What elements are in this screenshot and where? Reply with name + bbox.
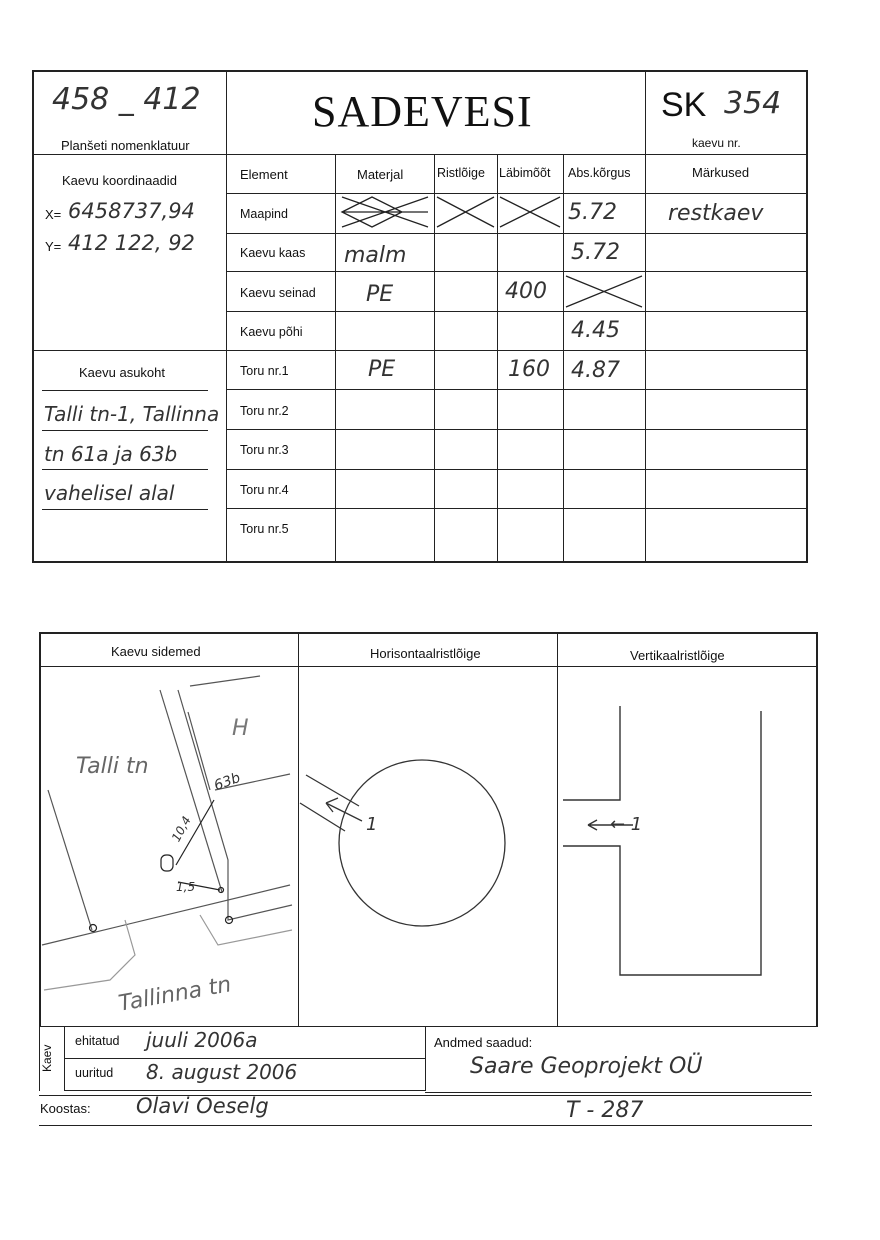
row-element-3: Kaevu seinad: [240, 286, 316, 300]
sk-number: 354: [724, 86, 782, 121]
surveyed-value: 8. august 2006: [146, 1060, 298, 1084]
header-element: Element: [240, 167, 288, 182]
kaevu-nr-label: kaevu nr.: [692, 136, 741, 150]
built-value: juuli 2006a: [146, 1028, 258, 1052]
materjal-seinad: PE: [366, 282, 394, 307]
house-marker: H: [232, 716, 249, 741]
author-value: Olavi Oeselg: [136, 1094, 269, 1118]
row-element-2: Kaevu kaas: [240, 246, 306, 260]
header-ristloige: Ristlõige: [437, 166, 485, 180]
location-line-1: Talli tn-1, Tallinna: [44, 402, 220, 426]
coordinates-label: Kaevu koordinaadid: [62, 173, 177, 188]
source-label: Andmed saadud:: [434, 1035, 533, 1050]
sk-prefix: SK: [661, 86, 707, 124]
row-element-6: Toru nr.2: [240, 404, 289, 418]
y-label: Y=: [45, 239, 62, 254]
col-title-horisontaal: Horisontaalristlõige: [370, 646, 481, 661]
form-title: SADEVESI: [312, 87, 533, 136]
distance-2: 1,5: [176, 880, 196, 894]
row-element-9: Toru nr.5: [240, 522, 289, 536]
header-materjal: Materjal: [357, 167, 404, 182]
kaev-side-label: Kaev: [40, 1044, 54, 1072]
materjal-kaas: malm: [344, 243, 407, 268]
labimoot-seinad: 400: [505, 279, 547, 304]
col-title-sidemed: Kaevu sidemed: [111, 644, 201, 659]
site-sketch: [42, 676, 292, 990]
house-number: 63b: [212, 769, 243, 795]
location-line-3: vahelisel alal: [44, 481, 175, 505]
author-label: Koostas:: [40, 1101, 91, 1116]
abs-maapind: 5.72: [568, 200, 617, 225]
street-tallinna: Tallinna tn: [116, 972, 234, 1017]
header-labimoot: Läbimõõt: [499, 166, 551, 180]
row-element-1: Maapind: [240, 207, 288, 221]
horizontal-section: [300, 760, 505, 926]
x-value: 6458737,94: [68, 199, 195, 223]
location-line-2: tn 61a ja 63b: [44, 442, 178, 466]
y-value: 412 122, 92: [68, 231, 195, 255]
header-markused: Märkused: [692, 165, 750, 180]
street-talli: Talli tn: [76, 754, 149, 779]
row-element-8: Toru nr.4: [240, 483, 289, 497]
planset-label: Planšeti nomenklatuur: [61, 138, 190, 153]
labimoot-toru1: 160: [508, 357, 550, 382]
markused-maapind: restkaev: [668, 201, 764, 226]
x-label: X=: [45, 207, 62, 222]
pipe-label-vertical: ← 1: [610, 814, 643, 835]
vertical-section: [563, 706, 761, 975]
built-label: ehitatud: [75, 1034, 120, 1048]
abs-toru1: 4.87: [571, 358, 620, 383]
row-element-5: Toru nr.1: [240, 364, 289, 378]
distance-1: 10,4: [168, 813, 194, 845]
surveyed-label: uuritud: [75, 1066, 114, 1080]
pipe-label-horizontal: 1: [366, 814, 378, 835]
abs-pohi: 4.45: [571, 318, 620, 343]
planset-value: 458 _ 412: [52, 82, 201, 117]
location-label: Kaevu asukoht: [79, 365, 166, 380]
row-element-7: Toru nr.3: [240, 443, 289, 457]
row-element-4: Kaevu põhi: [240, 325, 303, 339]
abs-kaas: 5.72: [571, 240, 620, 265]
col-title-vertikaal: Vertikaalristlõige: [630, 648, 725, 663]
document-number: T - 287: [566, 1098, 644, 1123]
materjal-toru1: PE: [368, 357, 396, 382]
header-abs-korgus: Abs.kõrgus: [568, 166, 631, 180]
source-value: Saare Geoprojekt OÜ: [470, 1054, 703, 1079]
